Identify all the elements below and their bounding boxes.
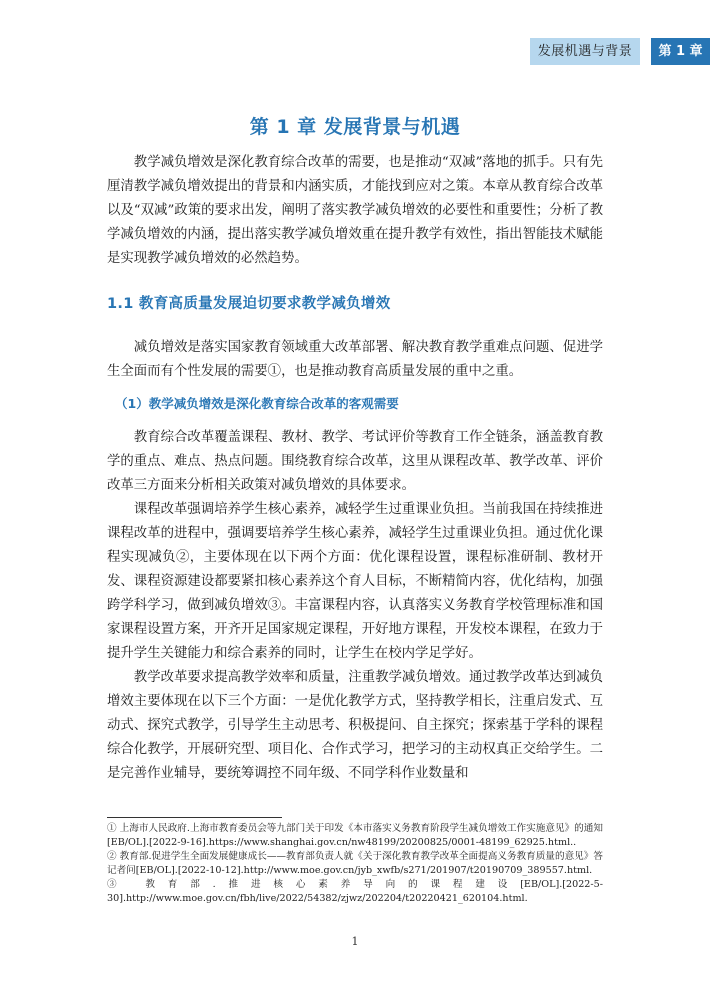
subsection-body: [107, 426, 603, 786]
page-number: 1: [351, 935, 359, 948]
running-header-section: 发展机遇与背景: [530, 38, 640, 65]
section-heading: 1.1 教育高质量发展迫切要求教学减负增效: [107, 296, 391, 312]
section-paragraph: 减负增效是落实国家教育领域重大改革部署、解决教育教学重难点问题、促进学生全面而有个性发展的需要①，也是推动教育高质量发展的重中之重。: [107, 340, 603, 379]
running-header-chapter-tab: 第 1 章: [651, 38, 710, 65]
body-paragraph: 教学改革要求提高教学效率和质量，注重教学减负增效。通过教学改革达到减负增效主要体现在以下三个方面：一是优化教学方式，坚持教学相长，注重启发式、互动式、探究式教学，引导学生主动思考、积极提问、自主探究；探索基于学科的课程综合化教学，开展研究型、项目化、合作式学习，把学习的主动权真正交给学生。二是完善作业辅导，要统筹调控不同年级、不同学科作业数量和: [107, 670, 603, 781]
subsection-heading: （1）教学减负增效是深化教育综合改革的客观需要: [115, 396, 399, 411]
footnotes: [107, 822, 603, 906]
section-body: [107, 336, 603, 384]
chapter-title: 第 1 章 发展背景与机遇: [249, 116, 461, 138]
footnote-item: ① 上海市人民政府.上海市教育委员会等九部门关于印发《本市落实义务教育阶段学生减负增效工作实施意见》的通知[EB/OL].[2022-9-16].https://www.shanghai.gov.cn/nw48199/20200825/0001-48199_62925.html..: [107, 823, 603, 848]
footnote-item: ③ 教育部.推进核心素养导向的课程建设[EB/OL].[2022-5-30].http://www.moe.gov.cn/fbh/live/2022/54382/zjwz/202204/t20220421_620104.html.: [107, 879, 603, 904]
footnote-divider: [107, 817, 282, 818]
body-paragraph: 教育综合改革覆盖课程、教材、教学、考试评价等教育工作全链条，涵盖教育教学的重点、难点、热点问题。围绕教育综合改革，这里从课程改革、教学改革、评价改革三方面来分析相关政策对减负增效的具体要求。: [107, 430, 603, 493]
intro-block: [107, 151, 603, 271]
intro-paragraph: 教学减负增效是深化教育综合改革的需要，也是推动“双减”落地的抓手。只有先厘清教学减负增效提出的背景和内涵实质，才能找到应对之策。本章从教育综合改革以及“双减”政策的要求出发，阐明了落实教学减负增效的必要性和重要性；分析了教学减负增效的内涵，提出落实教学减负增效重在提升教学有效性，指出智能技术赋能是实现教学减负增效的必然趋势。: [107, 155, 603, 266]
footnote-item: ② 教育部.促进学生全面发展健康成长——教育部负责人就《关于深化教育教学改革全面提高义务教育质量的意见》答记者问[EB/OL].[2022-10-12].http://www.moe.gov.cn/jyb_xwfb/s271/201907/t20190709_389557.html.: [107, 851, 603, 876]
body-paragraph: 课程改革强调培养学生核心素养，减轻学生过重课业负担。当前我国在持续推进课程改革的进程中，强调要培养学生核心素养，减轻学生过重课业负担。通过优化课程实现减负②，主要体现在以下两个方面：优化课程设置，课程标准研制、教材开发、课程资源建设都要紧扣核心素养这个育人目标，不断精简内容，优化结构，加强跨学科学习，做到减负增效③。丰富课程内容，认真落实义务教育学校管理标准和国家课程设置方案，开齐开足国家规定课程，开好地方课程，开发校本课程，在致力于提升学生关键能力和综合素养的同时，让学生在校内学足学好。: [107, 502, 603, 661]
